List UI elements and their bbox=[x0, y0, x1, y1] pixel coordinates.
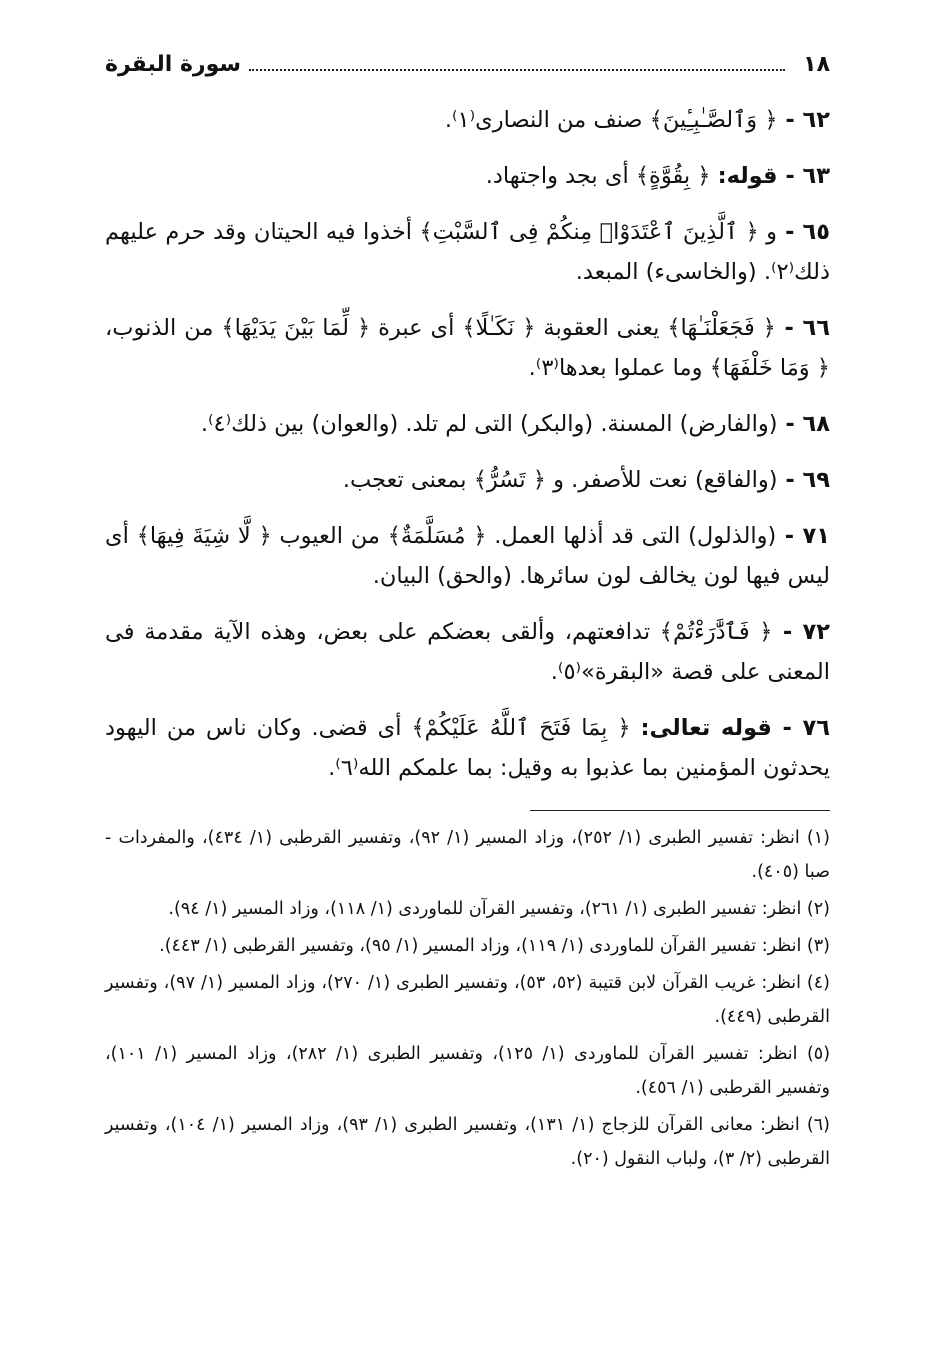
entry-label: ٧١ - bbox=[776, 523, 830, 549]
book-page bbox=[105, 52, 830, 1179]
dotted-leader bbox=[249, 69, 785, 71]
footnote-4: (٤) انظر: غريب القرآن لابن قتيبة (٥٢، ٥٣)، وتفسير الطبرى (١/ ٢٧٠)، وزاد المسير (١/ ٩٧)، وتفسير القرطبى (٤٤٩). bbox=[105, 973, 830, 1027]
footnotes bbox=[105, 821, 830, 1176]
entry-label: ٦٨ - bbox=[777, 411, 830, 437]
entry-label: ٦٩ - bbox=[777, 467, 830, 493]
footnote-3: (٣) انظر: تفسير القرآن للماوردى (١/ ١١٩)، وزاد المسير (١/ ٩٥)، وتفسير القرطبى (١/ ٤٤٣). bbox=[159, 936, 830, 956]
entry-71: ٧١ - (والذلول) التى قد أذلها العمل. ﴿ مُسَلَّمَةٌ﴾ من العيوب ﴿ لَّا شِيَةَ فِيهَا﴾ أى ليس فيها لون يخالف لون سائرها. (والحق) البيان. bbox=[105, 523, 830, 589]
running-title: سورة البقرة bbox=[105, 52, 242, 77]
entry-label: ٦٥ - bbox=[776, 219, 830, 245]
commentary-body bbox=[105, 100, 830, 788]
running-header bbox=[105, 52, 830, 88]
entry-69: ٦٩ - (والفاقع) نعت للأصفر. و ﴿ تَسُرُّ﴾ بمعنى تعجب. bbox=[342, 467, 830, 493]
entry-62: ٦٢ - ﴿ وَٱلصَّـٰبِـِٔينَ﴾ صنف من النصارى⁽١⁾. bbox=[444, 107, 830, 133]
footnote-5: (٥) انظر: تفسير القرآن للماوردى (١/ ١٢٥)، وتفسير الطبرى (١/ ٢٨٢)، وزاد المسير (١/ ١٠١)، وتفسير القرطبى (١/ ٤٥٦). bbox=[105, 1044, 831, 1098]
page-number: ١٨ bbox=[803, 52, 830, 77]
entry-76: ٧٦ - قوله تعالى: ﴿ بِمَا فَتَحَ ٱللَّهُ عَلَيْكُمْ﴾ أى قضى. وكان ناس من اليهود يحدثون المؤمنين بما عذبوا به وقيل: بما علمكم الله⁽٦⁾. bbox=[105, 715, 831, 781]
entry-68: ٦٨ - (والفارض) المسنة. (والبكر) التى لم تلد. (والعوان) بين ذلك⁽٤⁾. bbox=[200, 411, 830, 437]
footnote-separator bbox=[530, 810, 830, 811]
entry-63: ٦٣ - قوله: ﴿ بِقُوَّةٍ﴾ أى بجد واجتهاد. bbox=[485, 163, 830, 189]
entry-label: ٧٢ - bbox=[772, 619, 830, 645]
footnote-6: (٦) انظر: معانى القرآن للزجاج (١/ ١٣١)، وتفسير الطبرى (١/ ٩٣)، وزاد المسير (١/ ١٠٤)، وتفسير القرطبى (٢/ ٣)، ولباب النقول (٢٠). bbox=[105, 1115, 830, 1169]
entry-label: ٦٦ - bbox=[775, 315, 830, 341]
entry-label: ٦٢ - bbox=[777, 107, 830, 133]
entry-66: ٦٦ - ﴿ فَجَعَلْنَـٰهَا﴾ يعنى العقوبة ﴿ نَكَـٰلًا﴾ أى عبرة ﴿ لِّمَا بَيْنَ يَدَيْهَا﴾ من الذنوب، ﴿ وَمَا خَلْفَهَا﴾ وما عملوا بعدها⁽٣⁾. bbox=[105, 315, 830, 381]
entry-72: ٧٢ - ﴿ فَٱدَّٰرَءْتُمْ﴾ تدافعتهم، وألقى بعضكم على بعض، وهذه الآية مقدمة فى المعنى على قصة «البقرة»⁽٥⁾. bbox=[105, 619, 830, 685]
footnote-1: (١) انظر: تفسير الطبرى (١/ ٢٥٢)، وزاد المسير (١/ ٩٢)، وتفسير القرطبى (١/ ٤٣٤)، والمفردات - صبا (٤٠٥). bbox=[105, 828, 830, 882]
entry-label: ٧٦ - قوله تعالى: bbox=[640, 715, 831, 741]
entry-65: ٦٥ - و ﴿ ٱلَّذِينَ ٱعْتَدَوْا۟ مِنكُمْ فِى ٱلسَّبْتِ﴾ أخذوا فيه الحيتان وقد حرم عليهم ذلك⁽٢⁾. (والخاسىء) المبعد. bbox=[105, 219, 830, 285]
footnote-2: (٢) انظر: تفسير الطبرى (١/ ٢٦١)، وتفسير القرآن للماوردى (١/ ١١٨)، وزاد المسير (١/ ٩٤). bbox=[168, 899, 830, 919]
entry-label: ٦٣ - قوله: bbox=[717, 163, 830, 189]
